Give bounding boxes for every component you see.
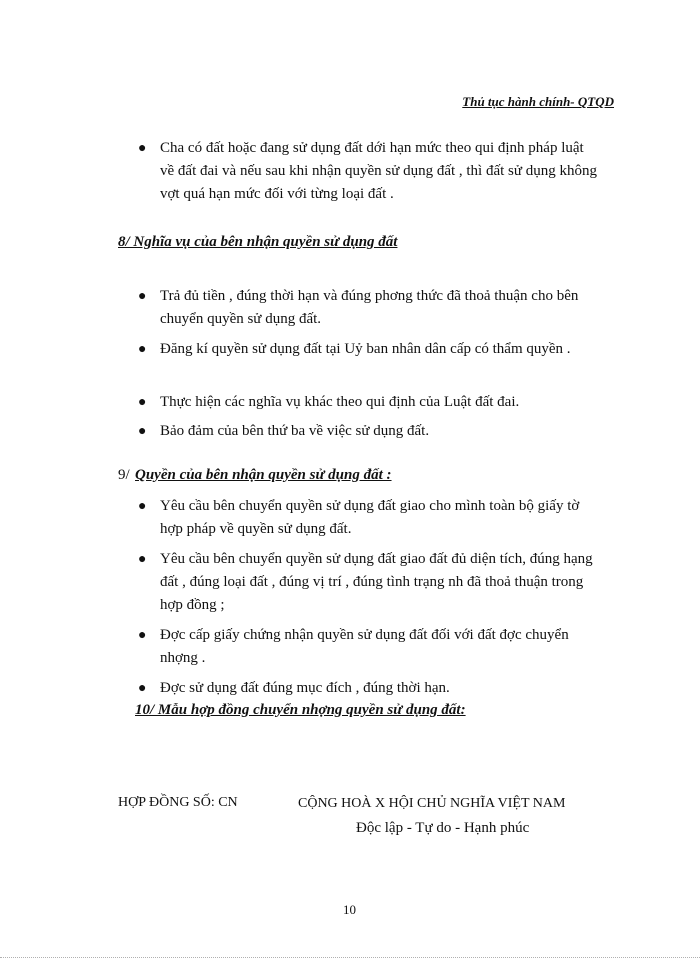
list-item: ● Trả đủ tiền , đúng thời hạn và đúng phơng thức đã thoả thuận cho bên chuyển quyền sử dụng đất. — [160, 285, 600, 331]
section-heading-10: 10/ Mẫu hợp đồng chuyển nhợng quyền sử dụng đất: — [135, 702, 466, 718]
bullet-icon: ● — [138, 289, 147, 304]
bullet-icon: ● — [138, 424, 147, 439]
bullet-icon: ● — [138, 499, 147, 514]
contract-number-label: HỢP ĐỒNG SỐ: CN — [118, 795, 238, 810]
list-item: ● Cha có đất hoặc đang sử dụng đất dới hạn mức theo qui định pháp luật về đất đai và nếu sau khi nhận quyền sử dụng đất , thì đất sử dụng không vợt quá hạn mức đối với từng loại đất . — [160, 137, 600, 206]
page-number: 10 — [343, 902, 356, 917]
bullet-icon: ● — [138, 628, 147, 643]
list-item: ● Đăng kí quyền sử dụng đất tại Uỷ ban nhân dân cấp có thẩm quyền . — [160, 338, 600, 361]
bullet-icon: ● — [138, 395, 147, 410]
page-header: Thủ tục hành chính- QTQD — [462, 94, 614, 109]
country-name: CỘNG HOÀ X HỘI CHỦ NGHĨA VIỆT NAM — [298, 796, 566, 811]
bullet-icon: ● — [138, 342, 147, 357]
bullet-icon: ● — [138, 681, 147, 696]
list-item: ● Đợc cấp giấy chứng nhận quyền sử dụng đất đối với đất đợc chuyển nhợng . — [160, 624, 600, 670]
section-number-9: 9/ — [118, 467, 130, 483]
list-item: ● Thực hiện các nghĩa vụ khác theo qui định của Luật đất đai. — [160, 391, 600, 414]
bullet-icon: ● — [138, 552, 147, 567]
list-item: ● Yêu cầu bên chuyển quyền sử dụng đất giao đất đủ diện tích, đúng hạng đất , đúng loại đất , đúng vị trí , đúng tình trạng nh đã thoả thuận trong hợp đồng ; — [160, 548, 600, 617]
section-heading-9: Quyền của bên nhận quyền sử dụng đất : — [135, 467, 392, 483]
bullet-icon: ● — [138, 141, 147, 156]
list-item: ● Bảo đảm của bên thứ ba về việc sử dụng đất. — [160, 420, 600, 443]
section-heading-8: 8/ Nghĩa vụ của bên nhận quyền sử dụng đất — [118, 234, 398, 250]
list-item: ● Đợc sử dụng đất đúng mục đích , đúng thời hạn. — [160, 677, 600, 700]
page-bottom-border — [0, 957, 700, 958]
national-motto: Độc lập - Tự do - Hạnh phúc — [356, 820, 530, 836]
list-item: ● Yêu cầu bên chuyển quyền sử dụng đất giao cho mình toàn bộ giấy tờ hợp pháp về quyền sử dụng đất. — [160, 495, 600, 541]
